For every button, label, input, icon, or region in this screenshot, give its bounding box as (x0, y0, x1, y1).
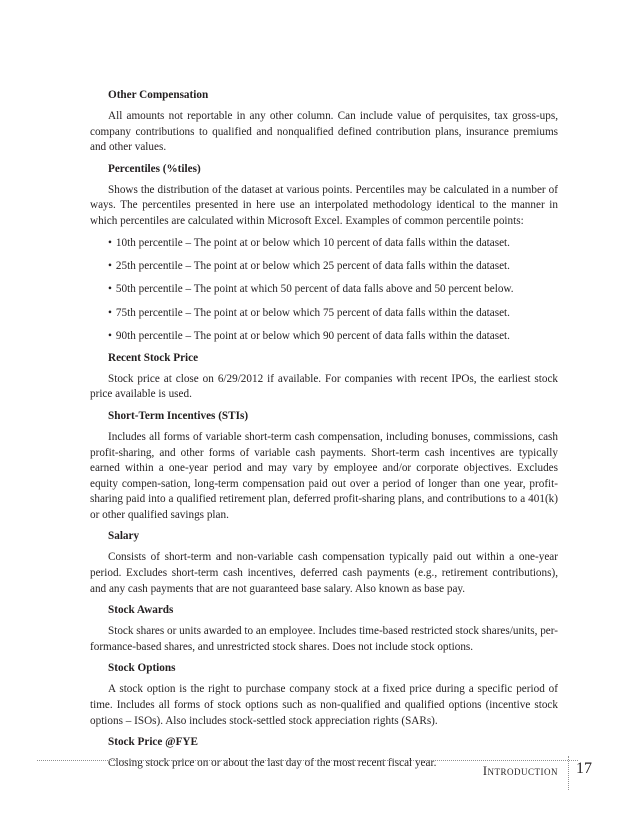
heading-stock-options: Stock Options (108, 662, 176, 675)
bullet: • (108, 259, 112, 272)
list-item (108, 329, 558, 345)
paragraph-percentiles: Shows the distribution of the dataset at various points. Percentiles may be calculated in a number of ways. The percentiles presented in here use an interpolated methodology identical to the manner in which percentiles are calculated within Microsoft Excel. Examples of common percentile points: (90, 183, 558, 227)
list-item (108, 259, 558, 275)
bullet: • (108, 306, 112, 319)
paragraph-stock-awards: Stock shares or units awarded to an employee. Includes time-based restricted stock shares/units, per-formance-based shares, and unrestricted stock shares. Does not include stock options. (90, 625, 558, 653)
percentile-list (90, 236, 558, 345)
list-item-text: 25th percentile – The point at or below which 25 percent of data falls within the dataset. (115, 259, 510, 272)
heading-salary: Salary (108, 530, 140, 543)
bullet: • (108, 236, 112, 249)
paragraph-stock-price-fye: Closing stock price on or about the last day of the most recent fiscal year. (108, 757, 437, 770)
bullet: • (108, 283, 112, 296)
heading-other-compensation: Other Compensation (108, 89, 209, 101)
heading-stock-awards: Stock Awards (108, 604, 174, 617)
footer-section-label: Introduction (482, 764, 558, 778)
paragraph-salary: Consists of short-term and non-variable cash compensation typically paid out within a one-year period. Excludes short-term cash incentives, deferred cash payments (e.g., retirement contributions), and any cash payments that are not guaranteed base salary. Also known as base pay. (90, 551, 558, 595)
bullet: • (108, 330, 112, 343)
list-item-text: 75th percentile – The point at or below which 75 percent of data falls within the dataset. (115, 306, 510, 319)
paragraph-other-compensation: All amounts not reportable in any other column. Can include value of perquisites, tax gross-ups, company contributions to qualified and nonqualified defined contribution plans, insurance premiums and other values. (90, 110, 558, 154)
footer-vertical-divider (568, 756, 569, 790)
paragraph-recent-stock-price: Stock price at close on 6/29/2012 if available. For companies with recent IPOs, the earliest stock price available is used. (90, 372, 558, 401)
page-number: 17 (576, 760, 592, 777)
heading-stock-price-fye: Stock Price @FYE (108, 736, 198, 749)
glossary-content (90, 88, 558, 778)
list-item (108, 282, 558, 298)
list-item-text: 90th percentile – The point at or below which 90 percent of data falls within the dataset. (115, 330, 510, 343)
paragraph-stock-options: A stock option is the right to purchase company stock at a fixed price during a specific period of time. Includes all forms of stock options such as non-qualified and qualified options (incentive stock options – ISOs). Also includes stock-settled stock appreciation rights (SARs). (90, 683, 558, 727)
heading-recent-stock-price: Recent Stock Price (108, 351, 199, 364)
list-item-text: 10th percentile – The point at or below which 10 percent of data falls within the dataset. (115, 236, 510, 249)
list-item-text: 50th percentile – The point at which 50 percent of data falls above and 50 percent below. (115, 283, 514, 296)
paragraph-short-term-incentives: Includes all forms of variable short-term cash compensation, including bonuses, commissions, cash profit-sharing, and other forms of variable cash payments. Short-term cash incentives are typically earned within a one-year period and may vary by employee and/or corporate objectives. Excludes equity compen-sation, long-term compensation paid out over a period of longer than one year, profit-sharing paid into a qualified retirement plan, deferred profit-sharing plans, and contributions to a 401(k) or other qualified savings plan. (90, 430, 558, 521)
footer-divider (37, 760, 578, 761)
heading-percentiles: Percentiles (%tiles) (108, 162, 201, 175)
list-item (108, 306, 558, 322)
list-item (108, 236, 558, 252)
heading-short-term-incentives: Short-Term Incentives (STIs) (108, 409, 249, 422)
